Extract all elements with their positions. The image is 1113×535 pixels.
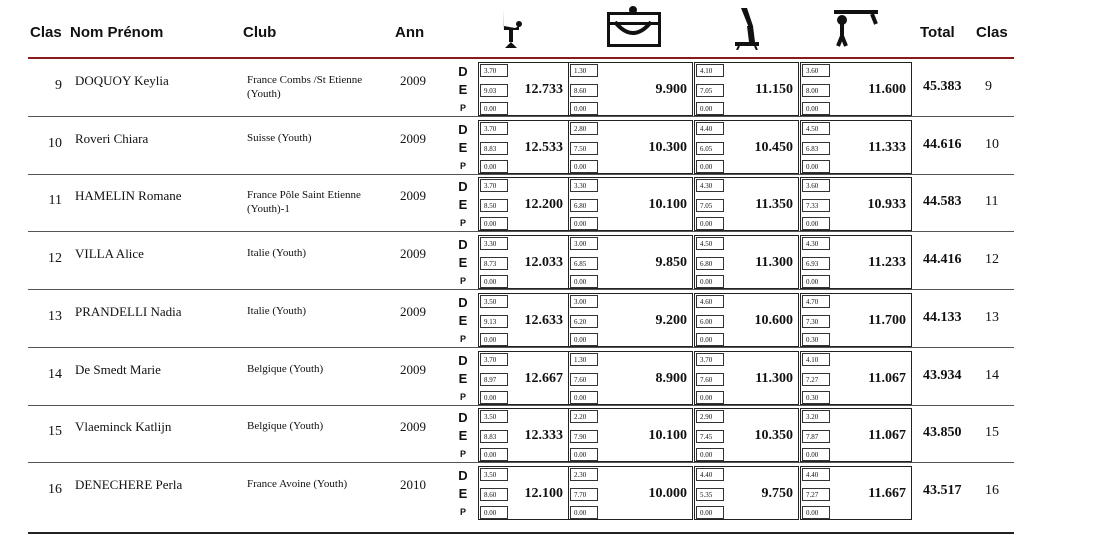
table-row: [0, 118, 1113, 175]
floor-icon: [828, 4, 884, 48]
birth-year: 2010: [400, 476, 426, 492]
p-score: 0.00: [570, 275, 598, 288]
d-score: 4.10: [802, 353, 830, 366]
vault-icon: [495, 4, 529, 52]
d-score: 4.60: [696, 295, 724, 308]
e-label: E: [458, 485, 468, 501]
rank-end: 13: [985, 309, 999, 325]
p-score: 0.00: [570, 333, 598, 346]
table-row: [0, 60, 1113, 117]
e-score: 8.00: [802, 84, 830, 97]
p-label: P: [459, 449, 466, 460]
d-label: D: [458, 410, 468, 426]
p-score: 0.00: [570, 160, 598, 173]
p-score: 0.00: [570, 448, 598, 461]
d-score: 3.70: [480, 122, 508, 135]
e-label: E: [458, 197, 468, 213]
birth-year: 2009: [400, 419, 426, 435]
p-score: 0.00: [480, 275, 508, 288]
p-score: 0.00: [480, 448, 508, 461]
gymnast-name: Roveri Chiara: [75, 130, 149, 146]
e-score: 8.73: [480, 257, 508, 270]
club-name: Belgique (Youth): [247, 420, 324, 433]
d-score: 3.30: [570, 179, 598, 192]
table-row: [0, 291, 1113, 348]
p-score: 0.00: [802, 217, 830, 230]
total-score: 44.583: [923, 194, 962, 210]
p-score: 0.00: [696, 391, 724, 404]
header-divider: [28, 57, 1014, 59]
apparatus-score: 12.033: [524, 255, 563, 271]
e-score: 8.97: [480, 373, 508, 386]
club-name: France Pôle Saint Etienne (Youth)-1: [247, 189, 361, 216]
header-total: Total: [920, 24, 955, 41]
p-score: 0.00: [570, 217, 598, 230]
d-score: 4.30: [802, 237, 830, 250]
birth-year: 2009: [400, 303, 426, 319]
rank-end: 15: [985, 425, 999, 441]
p-label: P: [459, 103, 466, 113]
table-row: [0, 349, 1113, 406]
rank: 11: [48, 193, 62, 209]
apparatus-score: 10.933: [867, 197, 906, 213]
gymnast-name: VILLA Alice: [75, 246, 144, 262]
p-score: 0.00: [570, 506, 598, 519]
e-score: 6.85: [570, 257, 598, 270]
d-label: D: [458, 237, 468, 253]
e-label: E: [458, 255, 468, 271]
e-score: 5.35: [696, 488, 724, 501]
e-label: E: [458, 428, 468, 444]
d-label: D: [458, 121, 468, 137]
p-score: 0.00: [696, 506, 724, 519]
apparatus-score: 10.100: [648, 197, 687, 213]
birth-year: 2009: [400, 73, 426, 88]
e-score: 7.05: [696, 84, 724, 97]
apparatus-score: 9.900: [655, 82, 687, 97]
d-score: 3.00: [570, 295, 598, 308]
e-score: 7.90: [570, 430, 598, 443]
apparatus-score: 12.200: [524, 197, 563, 213]
p-label: P: [459, 218, 466, 229]
d-score: 4.40: [802, 468, 830, 481]
total-score: 44.133: [923, 309, 962, 325]
gymnast-name: HAMELIN Romane: [75, 188, 182, 204]
total-score: 43.934: [923, 367, 962, 383]
d-score: 4.10: [696, 64, 724, 77]
e-score: 6.20: [570, 315, 598, 328]
p-score: 0.00: [480, 217, 508, 230]
apparatus-score: 8.900: [655, 370, 687, 386]
e-score: 7.27: [802, 373, 830, 386]
e-score: 8.50: [480, 199, 508, 212]
e-score: 6.83: [802, 142, 830, 155]
rank: 10: [48, 135, 62, 151]
apparatus-score: 11.667: [868, 485, 906, 501]
apparatus-score: 10.000: [648, 485, 687, 501]
birth-year: 2009: [400, 130, 426, 146]
e-score: 7.60: [696, 373, 724, 386]
rank: 15: [48, 424, 62, 440]
club-name: Italie (Youth): [247, 247, 307, 260]
p-label: P: [459, 160, 466, 171]
p-score: 0.00: [802, 275, 830, 288]
header-club: Club: [243, 24, 277, 41]
apparatus-score: 11.233: [868, 255, 906, 271]
d-score: 3.60: [802, 179, 830, 192]
uneven-bars-icon: [603, 4, 665, 48]
e-label: E: [458, 82, 468, 97]
p-score: 0.00: [570, 391, 598, 404]
rank-end: 16: [985, 482, 999, 498]
apparatus-score: 11.700: [868, 312, 906, 328]
e-score: 8.83: [480, 430, 508, 443]
p-label: P: [459, 506, 466, 517]
e-score: 7.05: [696, 199, 724, 212]
d-label: D: [458, 64, 468, 79]
total-score: 45.383: [923, 79, 962, 94]
header-ann: Ann: [395, 24, 425, 41]
d-score: 3.70: [696, 353, 724, 366]
apparatus-score: 12.100: [524, 485, 563, 501]
gymnast-name: De Smedt Marie: [75, 361, 161, 377]
e-score: 6.80: [570, 199, 598, 212]
apparatus-score: 12.667: [524, 370, 563, 386]
apparatus-score: 11.600: [868, 82, 906, 97]
gymnast-name: Vlaeminck Katlijn: [75, 419, 172, 435]
e-score: 9.13: [480, 315, 508, 328]
d-score: 2.90: [696, 410, 724, 423]
table-row: [0, 175, 1113, 232]
d-label: D: [458, 179, 468, 195]
rank-end: 11: [985, 194, 999, 210]
rank-end: 10: [985, 136, 999, 152]
e-score: 6.05: [696, 142, 724, 155]
table-row: [0, 233, 1113, 290]
apparatus-score: 10.450: [754, 139, 793, 155]
p-score: 0.00: [480, 391, 508, 404]
d-score: 3.00: [570, 237, 598, 250]
p-score: 0.00: [480, 102, 508, 115]
p-score: 0.00: [696, 160, 724, 173]
rank: 12: [48, 251, 62, 267]
gymnast-name: DOQUOY Keylia: [75, 73, 169, 88]
d-label: D: [458, 294, 468, 310]
d-score: 3.20: [802, 410, 830, 423]
table-header: [0, 0, 1113, 58]
e-score: 6.80: [696, 257, 724, 270]
d-score: 2.30: [570, 468, 598, 481]
beam-icon: [733, 4, 761, 50]
e-label: E: [458, 139, 468, 155]
e-score: 8.83: [480, 142, 508, 155]
p-score: 0.00: [696, 448, 724, 461]
p-score: 0.30: [802, 333, 830, 346]
apparatus-score: 10.600: [754, 312, 793, 328]
e-score: 7.70: [570, 488, 598, 501]
apparatus-score: 9.750: [761, 485, 793, 501]
apparatus-score: 9.850: [655, 255, 687, 271]
d-score: 3.50: [480, 468, 508, 481]
apparatus-score: 11.067: [868, 428, 906, 444]
apparatus-score: 12.633: [524, 312, 563, 328]
p-score: 0.00: [480, 160, 508, 173]
apparatus-score: 10.100: [648, 428, 687, 444]
header-clas-end: Clas: [976, 24, 1008, 41]
club-name: Suisse (Youth): [247, 131, 312, 144]
rank-end: 9: [985, 79, 992, 94]
d-score: 3.30: [480, 237, 508, 250]
e-score: 7.50: [570, 142, 598, 155]
apparatus-score: 12.733: [524, 82, 563, 97]
d-label: D: [458, 467, 468, 483]
e-score: 7.33: [802, 199, 830, 212]
total-score: 43.517: [923, 482, 962, 498]
apparatus-score: 11.300: [755, 255, 793, 271]
d-score: 3.70: [480, 64, 508, 77]
rank-end: 12: [985, 252, 999, 268]
rank: 14: [48, 366, 62, 382]
p-score: 0.00: [480, 506, 508, 519]
e-score: 6.00: [696, 315, 724, 328]
birth-year: 2009: [400, 361, 426, 377]
rank: 13: [48, 308, 62, 324]
d-score: 2.20: [570, 410, 598, 423]
gymnast-name: DENECHERE Perla: [75, 476, 183, 492]
p-score: 0.00: [802, 506, 830, 519]
apparatus-score: 12.333: [524, 428, 563, 444]
apparatus-score: 12.533: [524, 139, 563, 155]
d-score: 3.60: [802, 64, 830, 77]
d-label: D: [458, 352, 468, 368]
club-name: Belgique (Youth): [247, 362, 324, 375]
club-name: France Combs /St Etienne (Youth): [247, 74, 363, 100]
d-score: 4.30: [696, 179, 724, 192]
e-score: 8.60: [570, 84, 598, 97]
total-score: 44.616: [923, 136, 962, 152]
d-score: 1.30: [570, 64, 598, 77]
p-score: 0.00: [696, 275, 724, 288]
p-score: 0.00: [696, 102, 724, 115]
e-label: E: [458, 370, 468, 386]
rank: 9: [55, 78, 62, 93]
header-nom-prenom: Nom Prénom: [70, 24, 164, 41]
p-label: P: [459, 333, 466, 344]
d-score: 4.70: [802, 295, 830, 308]
d-score: 4.50: [802, 122, 830, 135]
d-score: 1.30: [570, 353, 598, 366]
p-label: P: [459, 276, 466, 287]
e-score: 7.87: [802, 430, 830, 443]
gymnast-name: PRANDELLI Nadia: [75, 303, 182, 319]
e-label: E: [458, 312, 468, 328]
p-score: 0.00: [696, 217, 724, 230]
apparatus-score: 10.350: [754, 428, 793, 444]
e-score: 9.03: [480, 84, 508, 97]
p-label: P: [459, 391, 466, 402]
p-score: 0.00: [802, 448, 830, 461]
e-score: 7.27: [802, 488, 830, 501]
d-score: 3.70: [480, 179, 508, 192]
d-score: 4.40: [696, 468, 724, 481]
apparatus-score: 9.200: [655, 312, 687, 328]
birth-year: 2009: [400, 188, 426, 204]
p-score: 0.00: [570, 102, 598, 115]
apparatus-score: 11.300: [755, 370, 793, 386]
total-score: 44.416: [923, 252, 962, 268]
p-score: 0.00: [802, 160, 830, 173]
total-score: 43.850: [923, 425, 962, 441]
e-score: 6.93: [802, 257, 830, 270]
d-score: 3.50: [480, 410, 508, 423]
table-row: [0, 406, 1113, 463]
d-score: 2.80: [570, 122, 598, 135]
p-score: 0.00: [802, 102, 830, 115]
apparatus-score: 10.300: [648, 139, 687, 155]
p-score: 0.30: [802, 391, 830, 404]
d-score: 3.50: [480, 295, 508, 308]
d-score: 3.70: [480, 353, 508, 366]
e-score: 7.60: [570, 373, 598, 386]
apparatus-score: 11.067: [868, 370, 906, 386]
e-score: 7.30: [802, 315, 830, 328]
e-score: 8.60: [480, 488, 508, 501]
apparatus-score: 11.150: [755, 82, 793, 97]
p-score: 0.00: [480, 333, 508, 346]
d-score: 4.40: [696, 122, 724, 135]
birth-year: 2009: [400, 246, 426, 262]
header-clas: Clas: [30, 24, 62, 41]
club-name: France Avoine (Youth): [247, 477, 348, 490]
table-row: [0, 464, 1113, 521]
e-score: 7.45: [696, 430, 724, 443]
club-name: Italie (Youth): [247, 304, 307, 317]
d-score: 4.50: [696, 237, 724, 250]
apparatus-score: 11.333: [868, 139, 906, 155]
rank: 16: [48, 481, 62, 497]
p-score: 0.00: [696, 333, 724, 346]
rank-end: 14: [985, 367, 999, 383]
apparatus-score: 11.350: [755, 197, 793, 213]
table-bottom-divider: [28, 532, 1014, 534]
